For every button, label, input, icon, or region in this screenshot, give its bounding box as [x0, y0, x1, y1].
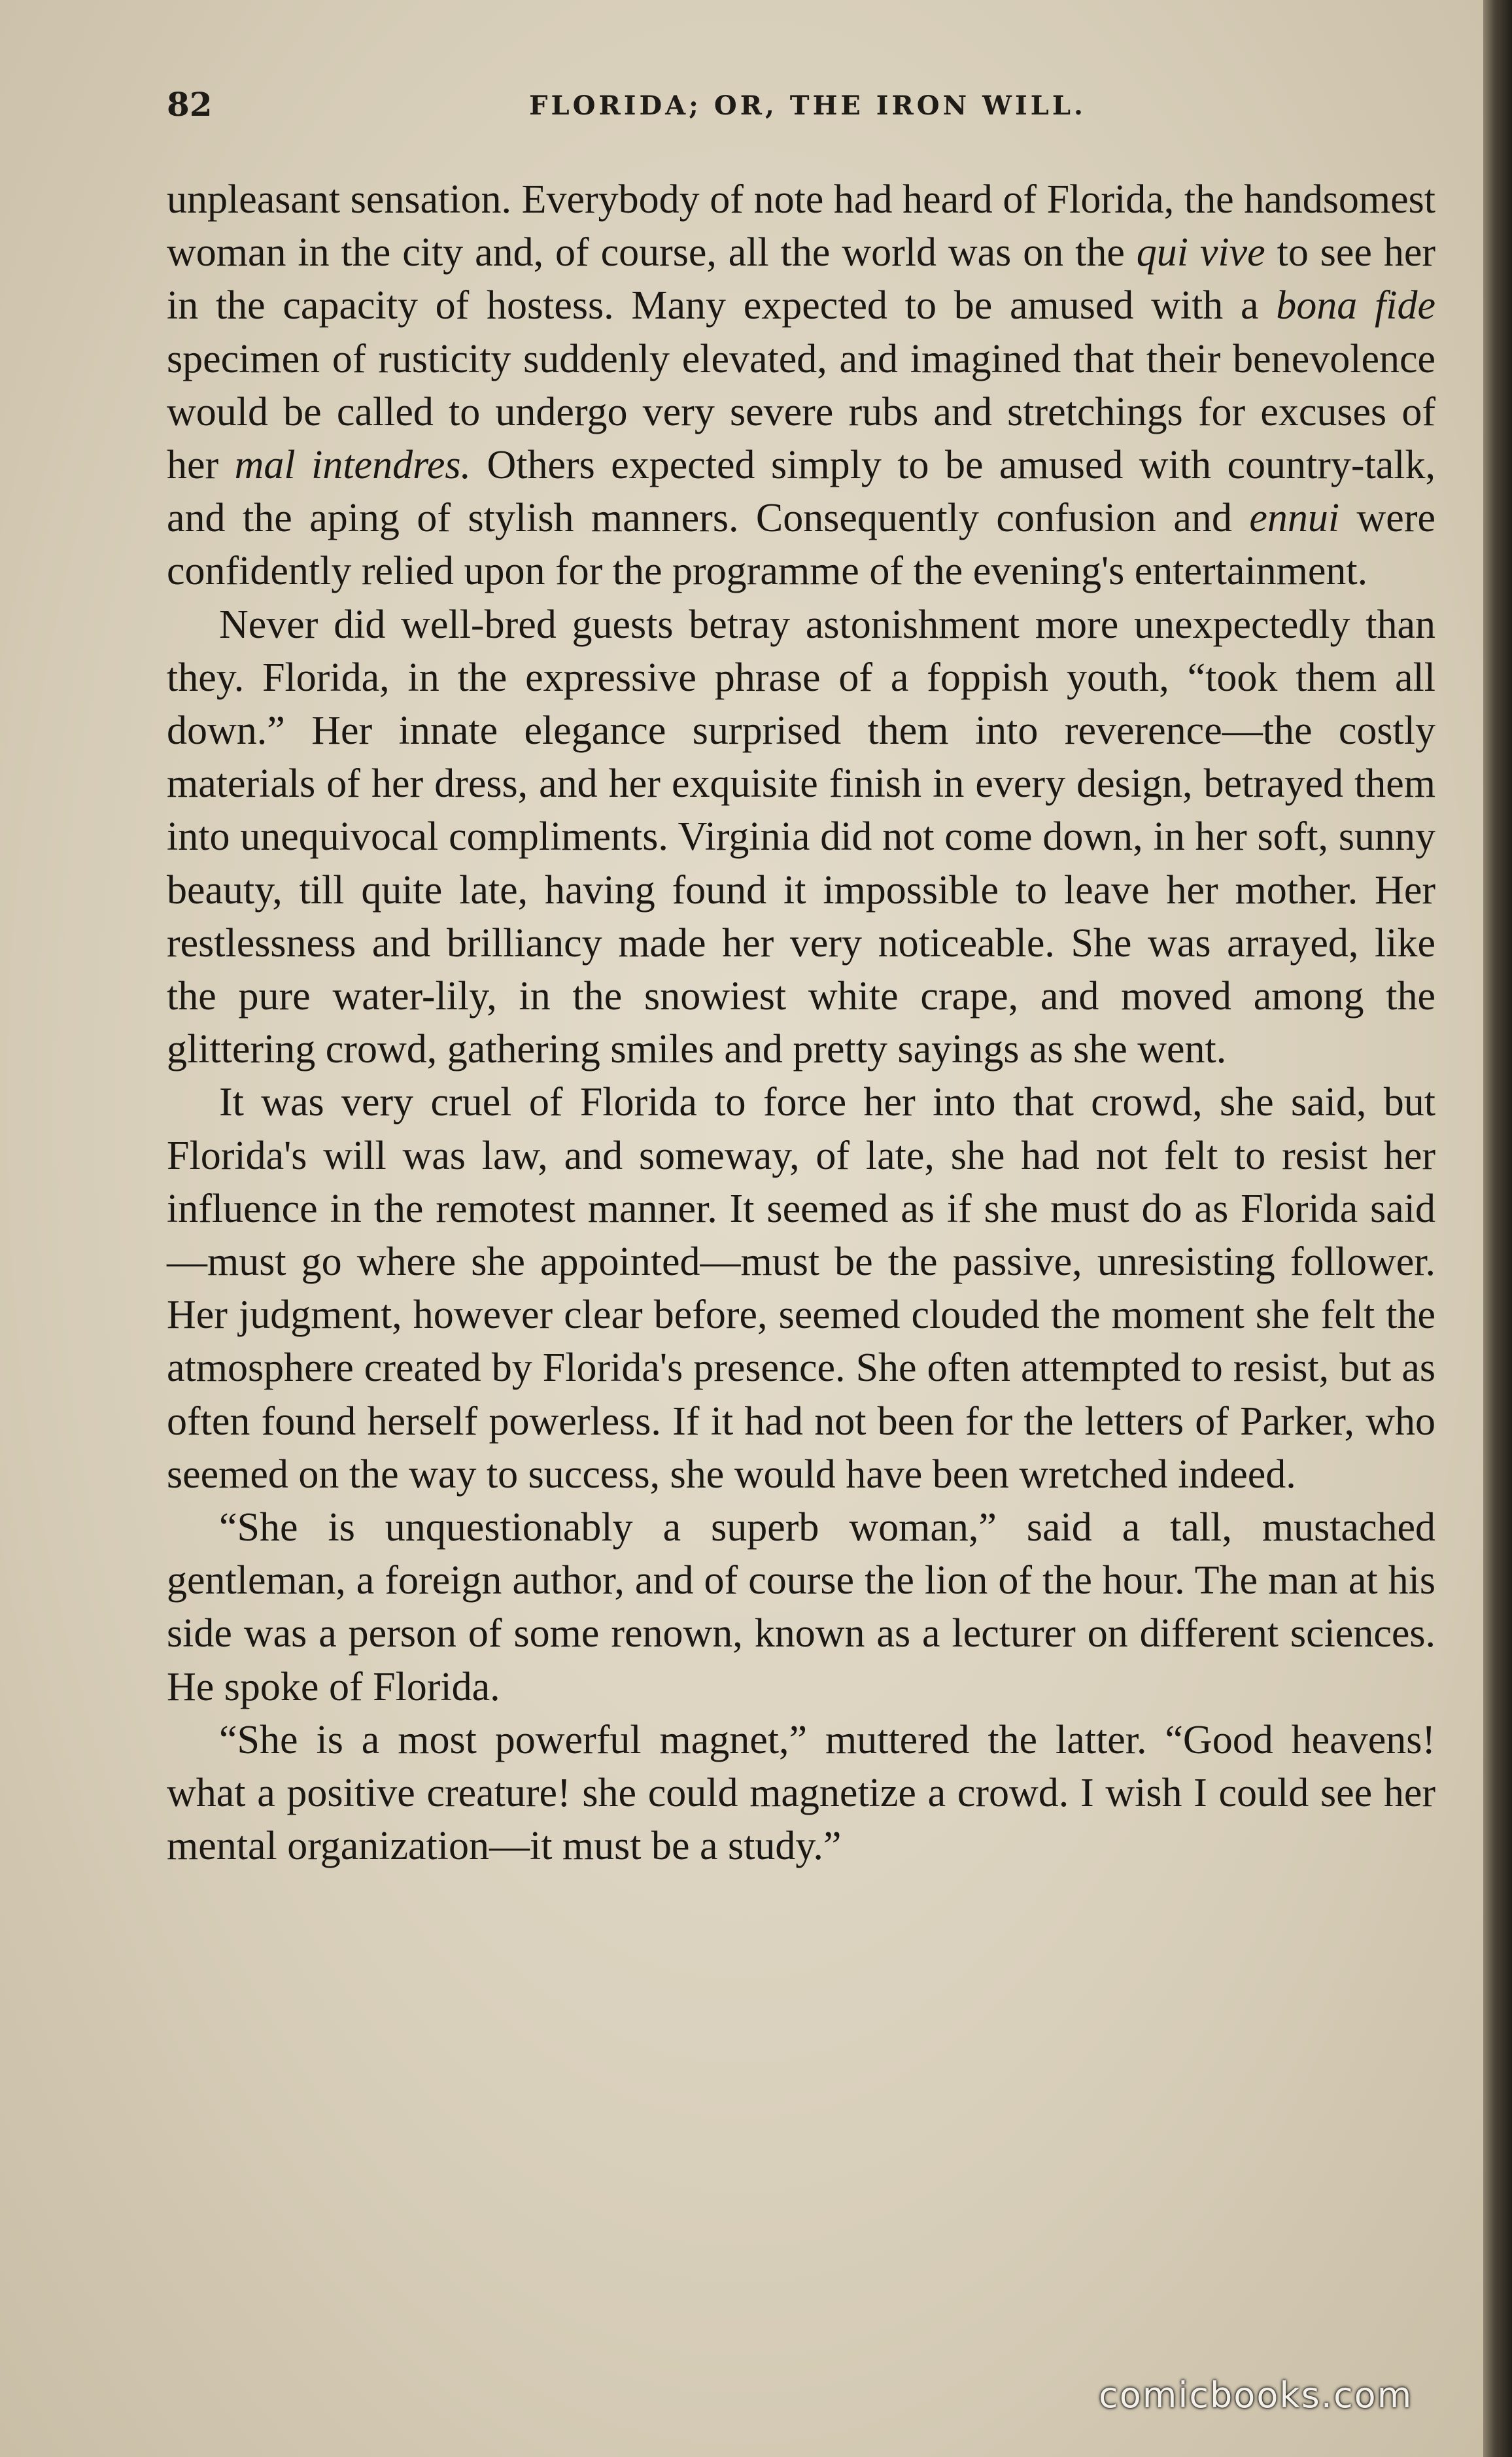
page-number: 82: [167, 85, 213, 124]
text-run: It was very cruel of Florida to force her into that crowd, she said, but Florida's will was law, and someway, of late, she had not felt to resist her influence in the remotest manner. It seemed as if she must do as Florida said—must go where she appointed—must be the passive, unresisting follower. Her judgment, however clear before, seemed clouded the moment she felt the atmosphere created by Florida's presence. She often attempted to resist, but as often found herself powerless. If it had not been for the letters of Parker, who seemed on the way to success, she would have been wretched indeed.: [167, 1080, 1435, 1497]
text-run: Never did well-bred guests betray astonishment more unexpectedly than they. Florida, in the expressive phrase of a foppish youth, “took them all down.” Her innate elegance surprised them into reverence—the costly materials of her dress, and her exquisite finish in every design, betrayed them into unequivocal compliments. Virginia did not come down, in her soft, sunny beauty, till quite late, having found it impossible to leave her mother. Her restlessness and brilliancy made her very noticeable. She was arrayed, like the pure water-lily, in the snowiest white crape, and moved among the glittering crowd, gathering smiles and pretty sayings as she went.: [167, 602, 1435, 1072]
text-run: “She is unquestionably a superb woman,” said a tall, mustached gentleman, a foreign author, and of course the lion of the hour. The man at his side was a person of some renown, known as a lecturer on different sciences. He spoke of Florida.: [167, 1505, 1435, 1709]
text-run: Others expected simply to be amused with country-talk, and the aping of stylish manners. Consequently confusion and: [167, 443, 1435, 541]
italic-phrase: bona fide: [1276, 283, 1435, 328]
text-run: unpleasant sensation. Everybody of note had heard of Florida, the handsomest woman in the city and, of course, all the world was on the: [167, 177, 1435, 275]
watermark-text: comicbooks.com: [1099, 2375, 1413, 2416]
text-run: to see her in the capacity of hostess. Many expected to be amused with a: [167, 230, 1435, 328]
text-run: “She is a most powerful magnet,” muttered the latter. “Good heavens! what a positive creature! she could magnetize a crowd. I wish I could see her mental organization—it must be a study.”: [167, 1717, 1435, 1869]
page-edge-shadow: [1483, 0, 1512, 2457]
paragraph: [167, 599, 1435, 1077]
body-text: [167, 173, 1435, 1873]
running-title: FLORIDA; OR, THE IRON WILL.: [529, 90, 1086, 121]
paragraph: [167, 1501, 1435, 1714]
paragraph: [167, 1076, 1435, 1501]
text-run: specimen of rusticity suddenly elevated, and imagined that their benevolence would be called to undergo very severe rubs and stretchings for excuses of her: [167, 336, 1435, 488]
text-run: were confidently relied upon for the programme of the evening's entertainment.: [167, 496, 1435, 594]
running-head: [167, 85, 1435, 137]
italic-phrase: ennui: [1249, 496, 1340, 541]
italic-phrase: mal intendres.: [234, 443, 472, 488]
paragraph: [167, 1714, 1435, 1873]
paragraph: [167, 173, 1435, 599]
italic-phrase: qui vive: [1136, 230, 1265, 275]
